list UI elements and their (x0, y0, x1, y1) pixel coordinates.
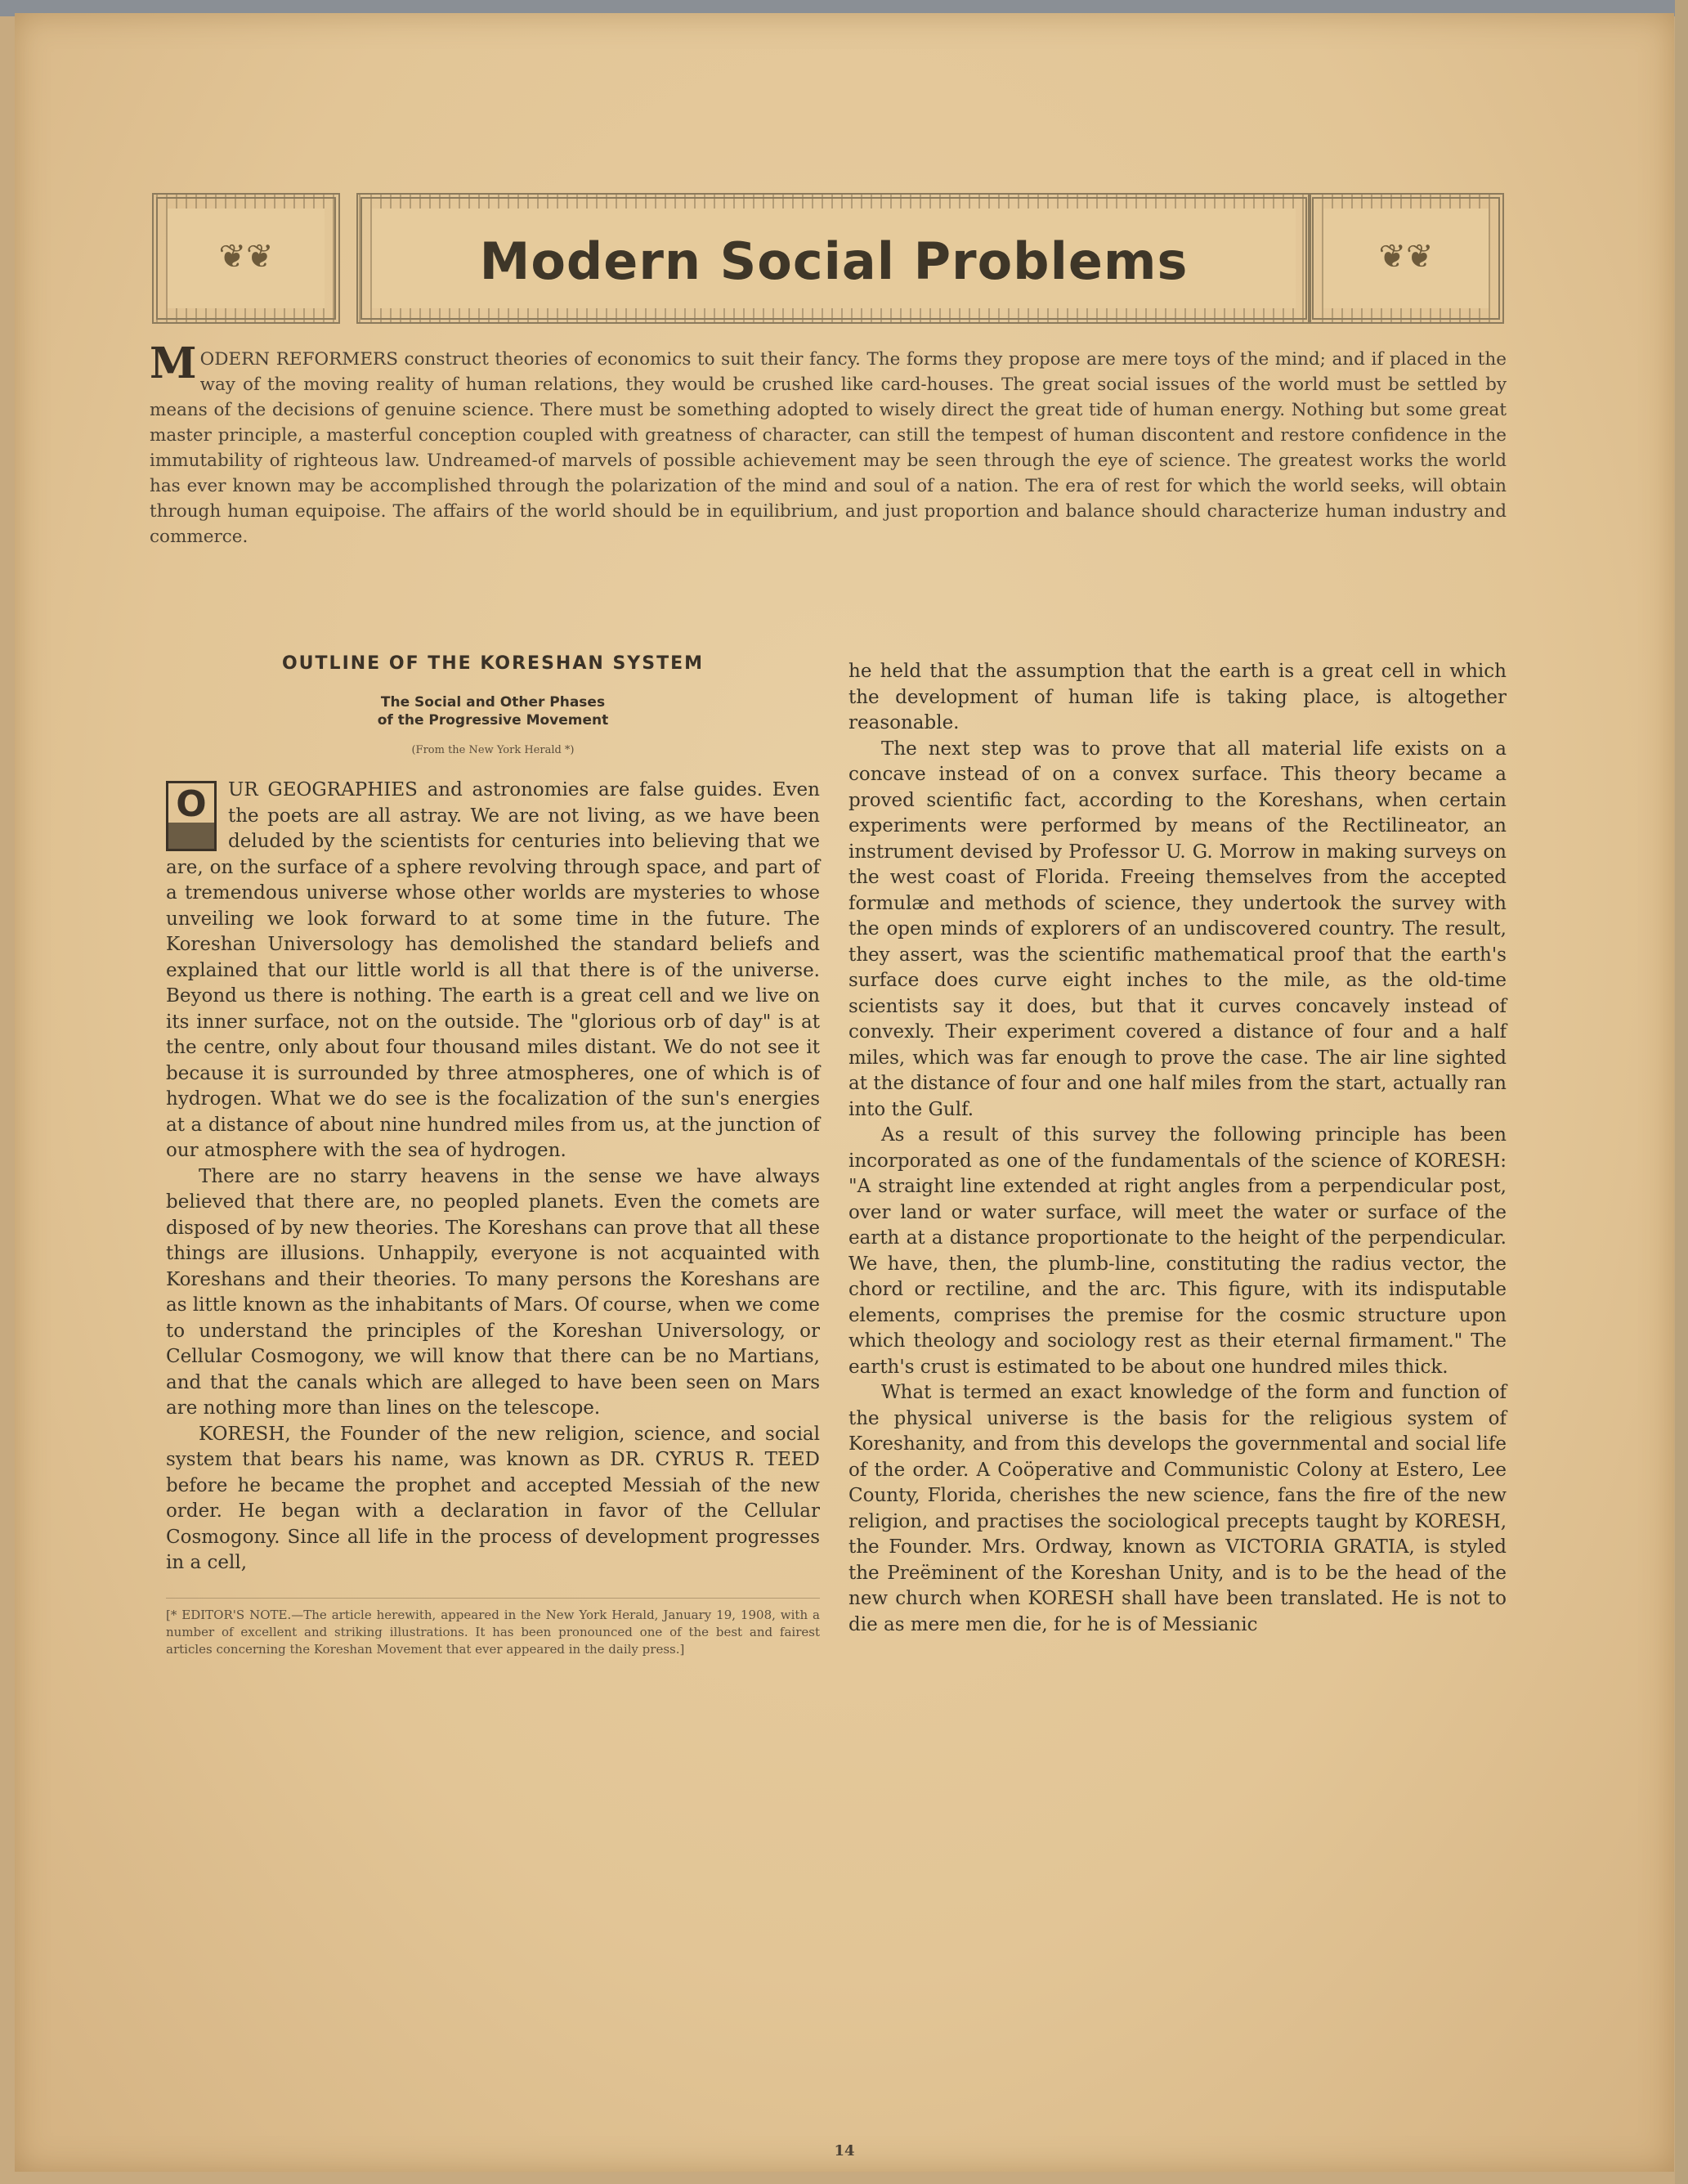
left-column (166, 651, 820, 1658)
intro-text: ODERN REFORMERS construct theories of economics to suit their fancy. The forms they propose are mere toys of the mind; and if placed in the way of the moving reality of human relations, they would be crushed like card-houses. The great social issues of the world must be settled by means of the decisions of genuine science. There must be something adopted to wisely direct the great tide of human energy. Nothing but some great master principle, a masterful conception coupled with greatness of character, can still the tempest of human discontent and restore confidence in the immutability of righteous law. Undreamed-of marvels of possible achievement may be seen through the eye of science. The greatest works the world has ever known may be accomplished through the polarization of the mind and soul of a nation. The era of rest for which the world seeks, will obtain through human equipoise. The affairs of the world should be in equilibrium, and just proportion and balance should characterize human industry and commerce. (150, 349, 1507, 547)
header-ornament-right (1308, 193, 1504, 324)
page-number: 14 (834, 2142, 855, 2159)
source-credit: (From the New York Herald *) (411, 743, 575, 756)
drop-cap: O (166, 781, 217, 851)
fleuron-icon: ❦❦ (218, 238, 274, 276)
paragraph: KORESH, the Founder of the new religion, science, and social system that bears his name, was known as DR. CYRUS R. TEED before he became the prophet and accepted Messiah of the new order. He began with a declaration in favor of the Cellular Cosmogony. Since all life in the process of development progresses in a cell, (166, 1423, 820, 1573)
paragraph: O UR GEOGRAPHIES and astronomies are false guides. Even the poets are all astray. We are not living, as we have been deluded by the scientists for centuries into believing that we are, on the surface of a sphere revolving through space, and part of a tremendous universe whose other worlds are mysteries to whose unveiling we look forward to at some time in the future. The Koreshan Universology has demolished the standard beliefs and explained that our little world is all that there is of the universe. Beyond us there is nothing. The earth is a great cell and we live on its inner surface, not on the outside. The "glorious orb of day" is at the centre, only about four thousand miles distant. We do not see it because it is surrounded by three atmospheres, one of which is of hydrogen. What we do see is the focalization of the sun's energies at a distance of about nine hundred miles from us, at the junction of our atmosphere with the sea of hydrogen. (166, 779, 820, 1161)
intro-paragraph (150, 339, 1507, 549)
paragraph: The next step was to prove that all material life exists on a concave instead of on a convex surface. This theory became a proved scientific fact, according to the Koreshans, when certain experiments were performed by means of the Rectilineator, an instrument devised by Professor U. G. Morrow in making surveys on the west coast of Florida. Freeing themselves from the accepted formulæ and methods of science, they undertook the survey with the open minds of explorers of an undiscovered country. The result, they assert, was the scientific mathematical proof that the earth's surface does curve eight inches to the mile, as the old-time scientists say it does, but that it curves concavely instead of convexly. Their experiment covered a distance of four and a half miles, which was far enough to prove the case. The air line sighted at the distance of four and one half miles from the start, actually ran into the Gulf. (848, 738, 1507, 1120)
editor-footnote: [* EDITOR'S NOTE.—The article herewith, appeared in the New York Herald, January 19, 1908, with a number of excellent and striking illustrations. It has been pronounced one of the best and fairest articles concerning the Koreshan Movement that ever appeared in the daily press.] (166, 1598, 820, 1658)
subheading-line-1: The Social and Other Phases (380, 693, 606, 711)
paragraph: There are no starry heavens in the sense we have always believed that there are, no peopled planets. Even the comets are disposed of by new theories. The Koreshans can prove that all these things are illusions. Unhappily, everyone is not acquainted with Koreshans and their theories. To many persons the Koreshans are as little known as the inhabitants of Mars. Of course, when we come to understand the principles of the Koreshan Universology, or Cellular Cosmogony, we will know that there can be no Martians, and that the canals which are alleged to have been seen on Mars are nothing more than lines on the telescope. (166, 1165, 821, 1419)
drop-cap: M (150, 339, 197, 388)
subheading-line-2: of the Progressive Movement (377, 711, 609, 729)
right-column (848, 659, 1507, 1638)
header-title-box (356, 193, 1311, 324)
section-heading: OUTLINE OF THE KORESHAN SYSTEM (281, 653, 704, 674)
page-title: Modern Social Problems (479, 231, 1189, 291)
paragraph: As a result of this survey the following principle has been incorporated as one of the fundamentals of the science of KORESH: "A straight line extended at right angles from a perpendicular post, over land or water surface, will meet the water or surface of the earth at a distance proportionate to the height of the perpendicular. We have, then, the plumb-line, constituting the radius vector, the chord or rectiline, and the arc. This figure, with its indisputable elements, comprises the premise for the cosmic structure upon which theology and sociology rest as their eternal firmament." The earth's crust is estimated to be about one hundred miles thick. (848, 1124, 1507, 1378)
fleuron-icon: ❦❦ (1378, 238, 1434, 276)
header-ornament-left (152, 193, 340, 324)
paragraph: What is termed an exact knowledge of the form and function of the physical universe is the basis for the religious system of Koreshanity, and from this develops the governmental and social life of the order. A Coöperative and Communistic Colony at Estero, Lee County, Florida, cherishes the new science, fans the fire of the new religion, and practises the sociological precepts taught by KORESH, the Founder. Mrs. Ordway, known as VICTORIA GRATIA, is styled the Preëminent of the Koreshan Unity, and is to be the head of the new church when KORESH shall have been translated. He is not to die as mere men die, for he is of Messianic (848, 1382, 1507, 1635)
paragraph: he held that the assumption that the earth is a great cell in which the development of human life is taking place, is altogether reasonable. (848, 661, 1507, 733)
document-page (15, 13, 1674, 2172)
page-right-edge (1675, 0, 1688, 2184)
